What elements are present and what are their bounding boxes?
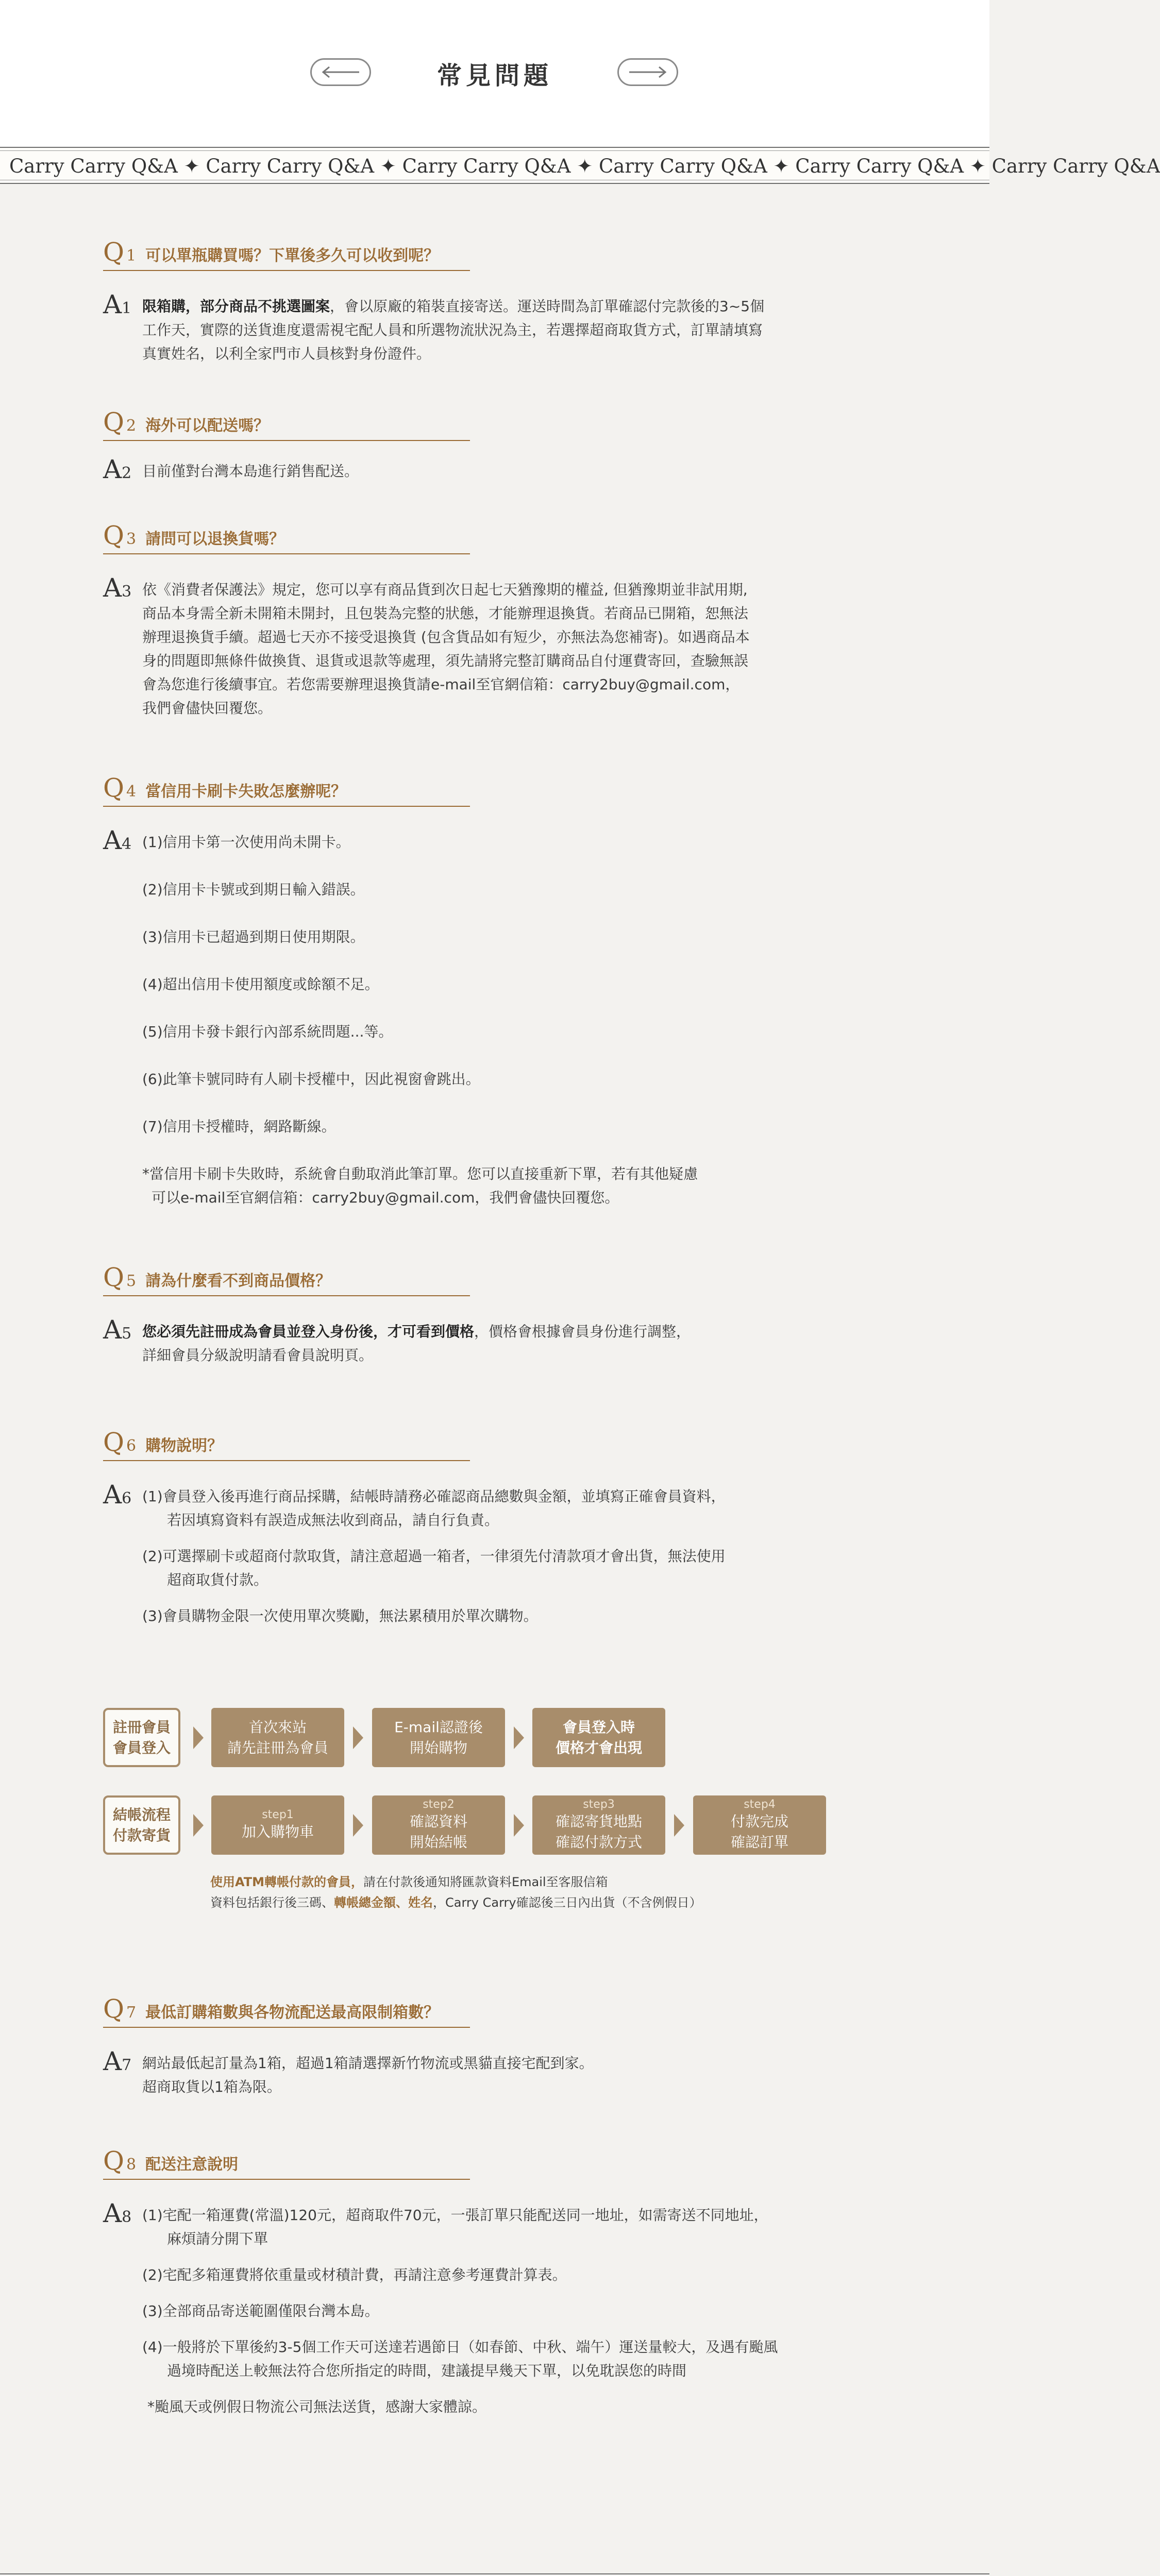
list-item: (1)信用卡第一次使用尚未開卡。: [142, 834, 350, 851]
list-item: (3)信用卡已超過到期日使用期限。: [142, 928, 365, 945]
flow-arrow: [193, 1814, 204, 1837]
question-3: Q 3 請問可以退換貨嗎？: [103, 520, 285, 550]
next-button[interactable]: [617, 58, 678, 86]
atm-note: 使用ATM轉帳付款的會員，請在付款後通知將匯款資料Email至客服信箱 資料包括銀行後三碼、轉帳總金額、姓名，Carry Carry確認後三日內出貨（不含例假日）: [210, 1875, 702, 1910]
note: *當信用卡刷卡失敗時，系統會自動取消此筆訂單。您可以直接重新下單，若有其他疑慮: [142, 1165, 698, 1182]
question-6: Q 6 購物說明？: [103, 1427, 223, 1457]
question-underline: [103, 553, 470, 554]
faq-item-2: [103, 407, 897, 483]
answer-2: A2 目前僅對台灣本島進行銷售配送。: [103, 454, 359, 484]
faq-item-8: [103, 2146, 897, 2419]
answer-6: A6 (1)會員登入後再進行商品採購，結帳時請務必確認商品總數與金額，並填寫正確會員資料， 若因填寫資料有誤造成無法收到商品，請自行負責。 (2)可選擇刷卡或超商付款取貨，請注意超過一箱者，一律須先付清款項才會出貨，無法使用 超商取貨付款。 (3)會員購物金限一次使用單次獎勵，無法累積用於單次購物。: [103, 1480, 726, 1624]
list-item: (5)信用卡發卡銀行內部系統問題...等。: [142, 1023, 393, 1040]
answer-4: A4 (1)信用卡第一次使用尚未開卡。 (2)信用卡卡號或到期日輸入錯誤。 (3)信用卡已超過到期日使用期限。 (4)超出信用卡使用額度或餘額不足。 (5)信用卡發卡銀行內部系統問題...等。 (6)此筆卡號同時有人刷卡授權中，因此視窗會跳出。 (7)信用卡授權時，網路斷線。 *當信用卡刷卡失敗時，系統會自動取消此筆訂單。您可以直接重新下單，若有其他疑慮 可以e-mail至官網信箱：carry2buy@gmail.com，我們會儘快回覆您。: [103, 827, 897, 1210]
question-5: Q 5 請為什麼看不到商品價格？: [103, 1262, 331, 1292]
list-item: (4)超出信用卡使用額度或餘額不足。: [142, 976, 379, 993]
list-item: (7)信用卡授權時，網路斷線。: [142, 1118, 336, 1135]
question-underline: [103, 1460, 470, 1461]
faq-item-7: [103, 1994, 897, 2099]
flow-label-checkout: 結帳流程 付款寄貨: [103, 1795, 180, 1855]
question-underline: [103, 2179, 470, 2180]
list-item: (2)信用卡卡號或到期日輸入錯誤。: [142, 881, 365, 898]
question-underline: [103, 1295, 470, 1296]
header: [0, 0, 989, 147]
right-arrow-icon: [628, 66, 667, 78]
q-letter: Q: [103, 237, 124, 267]
flow-step-email: E-mail認證後 開始購物: [372, 1708, 505, 1767]
question-8: Q 8 配送注意說明: [103, 2146, 239, 2176]
faq-item-3: [103, 520, 897, 720]
question-underline: [103, 440, 470, 441]
answer-8: A8 (1)宅配一箱運費(常溫)120元，超商取件70元，一張訂單只能配送同一地址，如需寄送不同地址， 麻煩請分開下單 (2)宅配多箱運費將依重量或材積計費，再請注意參考運費計算表。 (3)全部商品寄送範圍僅限台灣本島。 (4)一般將於下單後約3-5個工作天可送達若遇節日（如春節、中秋、端午）運送量較大，及遇有颱風 過境時配送上較無法符合您所指定的時間，建議提早幾天下單，以免耽誤您的時間 *颱風天或例假日物流公司無法送貨，感謝大家體諒。: [103, 2200, 897, 2419]
question-7: Q 7 最低訂購箱數與各物流配送最高限制箱數？: [103, 1994, 440, 2024]
flow-step-4: step4 付款完成 確認訂單: [693, 1795, 826, 1855]
question-1: Q 1 可以單瓶購買嗎？下單後多久可以收到呢？: [103, 237, 440, 267]
question-4: Q 4 當信用卡刷卡失敗怎麼辦呢？: [103, 773, 347, 803]
flow-label-register: 註冊會員 會員登入: [103, 1708, 180, 1767]
faq-item-1: [103, 237, 897, 366]
answer-5: A5 您必須先註冊成為會員並登入身份後，才可看到價格，價格會根據會員身份進行調整， 詳細會員分級說明請看會員說明頁。: [103, 1315, 691, 1364]
marquee-banner-bottom: [0, 2573, 989, 2576]
answer-1: A1 限箱購，部分商品不挑選圖案，會以原廠的箱裝直接寄送。運送時間為訂單確認付完款後的3~5個 工作天，實際的送貨進度還需視宅配人員和所選物流狀況為主，若選擇超商取貨方式，訂單請填寫 真實姓名，以利全家門市人員核對身份證件。: [103, 292, 897, 366]
question-underline: [103, 270, 470, 271]
question-underline: [103, 806, 470, 807]
flow-arrow: [353, 1726, 363, 1749]
flow-step-register: 首次來站 請先註冊為會員: [211, 1708, 344, 1767]
note: 可以e-mail至官網信箱：carry2buy@gmail.com，我們會儘快回覆您。: [152, 1189, 619, 1206]
flow-arrow: [514, 1814, 524, 1837]
flow-arrow: [674, 1814, 684, 1837]
note: *颱風天或例假日物流公司無法送貨，感謝大家體諒。: [147, 2398, 487, 2415]
answer-3: A3 依《消費者保護法》規定，您可以享有商品貨到次日起七天猶豫期的權益, 但猶豫期並非試用期, 商品本身需全新未開箱未開封，且包裝為完整的狀態，才能辦理退換貨。若商品已開箱，恕無法 辦理退換貨手續。超過七天亦不接受退換貨 (包含貨品如有短少，亦無法為您補寄)。如遇商品本 身的問題即無條件做換貨、退貨或退款等處理，須先請將完整訂購商品自付運費寄回，查驗無誤 會為您進行後續事宜。若您需要辦理退換貨請e-mail至官網信箱：carry2buy@gmail.com， 我們會儘快回覆您。: [103, 573, 750, 717]
faq-item-5: [103, 1262, 897, 1367]
flow-arrow: [514, 1726, 524, 1749]
flow-step-1: step1 加入購物車: [211, 1795, 344, 1855]
flow-arrow: [353, 1814, 363, 1837]
answer-label: A1: [103, 290, 132, 319]
question-2: Q 2 海外可以配送嗎？: [103, 407, 270, 437]
marquee-text: Carry Carry Q&A ✦ Carry Carry Q&A ✦ Carry Carry Q&A ✦ Carry Carry Q&A ✦ Carry Carry Q&A ✦ Carry Carry Q&A: [9, 155, 1160, 177]
flow-step-login: 會員登入時 價格才會出現: [532, 1708, 665, 1767]
flow-arrow: [193, 1726, 204, 1749]
flow-step-3: step3 確認寄貨地點 確認付款方式: [532, 1795, 665, 1855]
faq-item-4: [103, 773, 897, 1210]
flow-step-2: step2 確認資料 開始結帳: [372, 1795, 505, 1855]
question-underline: [103, 2027, 470, 2028]
page-title: 常見問題: [436, 61, 552, 90]
answer-7: A7 網站最低起訂量為1箱，超過1箱請選擇新竹物流或黑貓直接宅配到家。 超商取貨以1箱為限。: [103, 2046, 594, 2095]
faq-item-6: [103, 1427, 897, 1628]
list-item: (6)此筆卡號同時有人刷卡授權中，因此視窗會跳出。: [142, 1071, 480, 1088]
marquee-banner-top: [0, 147, 1160, 184]
